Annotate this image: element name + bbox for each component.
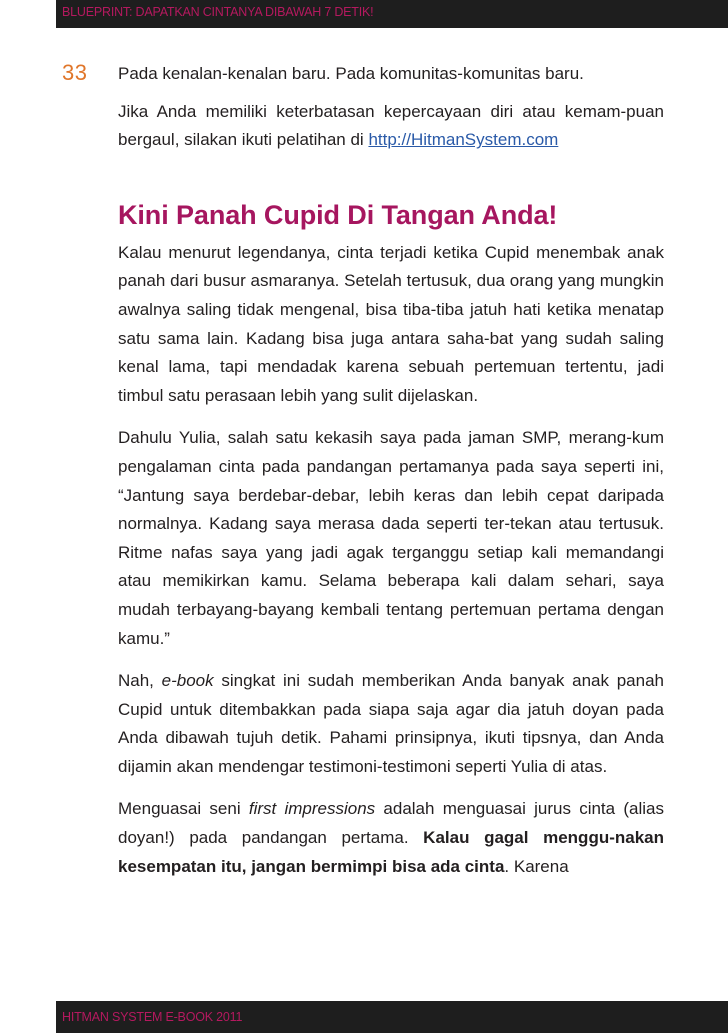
p4-bold: Kalau gagal menggu-nakan kesempatan itu, jangan bermimpi bisa ada cinta xyxy=(118,828,664,876)
running-header-title: BLUEPRINT: DAPATKAN CINTANYA DIBAWAH 7 DETIK! xyxy=(62,5,374,19)
paragraph-ebook xyxy=(118,667,664,781)
page-number: 33 xyxy=(62,60,88,85)
section-heading: Kini Panah Cupid Di Tangan Anda! xyxy=(118,199,558,230)
page-body xyxy=(118,60,664,895)
p4-end: . Karena xyxy=(504,856,569,876)
p3-italic: e-book xyxy=(161,671,214,691)
paragraph-legend: Kalau menurut legendanya, cinta terjadi ketika Cupid menembak anak panah dari busur asmaranya. Setelah tertusuk, dua orang yang mungkin awalnya saling tidak mengenal, bisa tiba-tiba jatuh hati ketika menatap satu sama lain. Kadang bisa juga antara saha-bat yang sudah saling kenal lama, tapi mendadak karena sebuah pertemuan tertentu, jadi timbul satu perasaan lebih yang sulit dijelaskan. xyxy=(118,242,664,405)
paragraph-first-impressions xyxy=(118,795,664,881)
p4-start: Menguasai seni xyxy=(118,799,249,819)
paragraph-yulia: Dahulu Yulia, salah satu kekasih saya pada jaman SMP, merang-kum pengalaman cinta pada pandangan pertamanya pada saya seperti ini, “Jantung saya berdebar-debar, lebih keras dan lebih cepat daripada normalnya. Kadang saya merasa dada seperti ter-tekan atau tertusuk. Ritme nafas saya yang jadi agak terganggu setiap kali memandangi atau memikirkan kamu. Selama beberapa kali dalam sehari, saya mudah terbayang-bayang kembali tentang pertemuan pertama dengan kamu.” xyxy=(118,428,664,648)
intro-paragraph xyxy=(118,98,664,155)
p3-start: Nah, xyxy=(118,671,162,691)
p4-italic: first impressions xyxy=(248,799,376,819)
running-header xyxy=(56,0,728,28)
p3-rest: singkat ini sudah memberikan Anda banyak anak panah Cupid untuk ditembakkan pada siapa saja agar dia jatuh doyan pada Anda dibawah tujuh detik. Pahami prinsipnya, ikuti tipsnya, dan Anda dijamin akan mendengar testimoni-testimoni seperti Yulia di atas. xyxy=(118,671,664,776)
running-footer xyxy=(56,1001,728,1033)
hitman-system-link[interactable]: http://HitmanSystem.com xyxy=(368,130,559,150)
intro-line: Pada kenalan-kenalan baru. Pada komunitas-komunitas baru. xyxy=(118,64,584,83)
p4-middle: adalah menguasai jurus cinta (alias doyan!) pada pandangan pertama. xyxy=(118,799,664,848)
footer-text: HITMAN SYSTEM E-BOOK 2011 xyxy=(62,1010,243,1024)
intro-text: Jika Anda memiliki keterbatasan kepercayaan diri atau kemam-puan bergaul, silakan ikuti pelatihan di xyxy=(118,101,664,150)
